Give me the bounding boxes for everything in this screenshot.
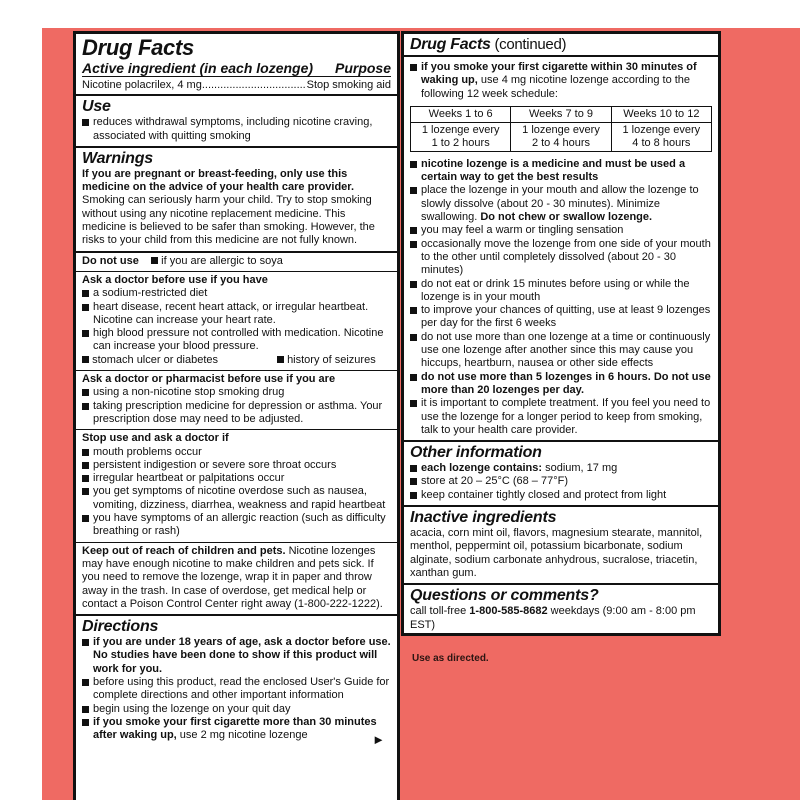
list-item: occasionally move the lozenge from one side of your mouth to the other until completely dissolved (about 20 - 30 minutes) (410, 238, 712, 278)
bullet-square-icon (410, 374, 417, 381)
pregnancy-warning: If you are pregnant or breast-feeding, only use this medicine on the advice of your health care provider. (82, 167, 355, 194)
bullet-square-icon (410, 241, 417, 248)
bullet-square-icon (82, 304, 89, 311)
bullet-square-icon (82, 290, 89, 297)
list-item: do not use more than 5 lozenges in 6 hours. Do not use more than 20 lozenges per day. (410, 371, 712, 398)
drug-facts-continued-title: Drug Facts (410, 36, 491, 53)
bullet-square-icon (410, 227, 417, 234)
list-item: you get symptoms of nicotine overdose such as nausea, vomiting, dizziness, diarrhea, weakness and rapid heartbeat (82, 485, 391, 512)
ingredient-row: Nicotine polacrilex, 4 mg.................................. Stop smoking aid (82, 79, 391, 91)
list-item: it is important to complete treatment. If you feel you need to use the lozenge for a longer period to keep from smoking, talk to your health care provider. (410, 397, 712, 437)
bullet-square-icon (82, 719, 89, 726)
bullet-square-icon (410, 465, 417, 472)
list-item: a sodium-restricted diet (82, 287, 391, 300)
schedule-header: Weeks 1 to 6 (411, 106, 511, 122)
stop-use-section: Stop use and ask a doctor if mouth problems occur persistent indigestion or severe sore throat occurs irregular heartbeat or palpitations occur you get symptoms of nicotine overdose such as nausea, vomiting, dizziness, diarrhea, weakness and rapid heartbeat you have symptoms of an allergic reaction (such as difficulty breathing or rash) (76, 430, 397, 542)
ask-doctor-pair: stomach ulcer or diabetes history of seizures (82, 354, 391, 367)
list-item: each lozenge contains: sodium, 17 mg (410, 462, 712, 475)
bullet-square-icon (82, 639, 89, 646)
bullet-square-icon (82, 356, 89, 363)
list-item: before using this product, read the enclosed User's Guide for complete directions and other important information (82, 676, 391, 703)
list-item: keep container tightly closed and protect from light (410, 489, 712, 502)
bullet-square-icon (82, 515, 89, 522)
bullet-square-icon (410, 334, 417, 341)
list-item: high blood pressure not controlled with medication. Nicotine can increase your blood pressure. (82, 327, 391, 354)
inactive-ingredients-section (404, 507, 718, 585)
drug-facts-title: Drug Facts (82, 35, 194, 60)
list-item: if you smoke your first cigarette within 30 minutes of waking up, use 4 mg nicotine lozenge according to the following 12 week schedule: (410, 61, 712, 101)
other-information-title: Other information (410, 444, 542, 462)
list-item: persistent indigestion or severe sore throat occurs (82, 459, 391, 472)
keep-out-of-reach-section: Keep out of reach of children and pets. Nicotine lozenges may have enough nicotine to make children and pets sick. If you need to remove the lozenge, wrap it in paper and throw away in the trash. In case of overdose, get medical help or contact a Poison Control Center right away (1-800-222-1222). (76, 543, 397, 616)
directions-title: Directions (82, 618, 159, 636)
bullet-square-icon (151, 257, 158, 264)
list-item: place the lozenge in your mouth and allow the lozenge to slowly dissolve (about 20 - 30 minutes). Minimize swallowing. Do not chew or swallow lozenge. (410, 184, 712, 224)
bullet-square-icon (410, 161, 417, 168)
bullet-square-icon (82, 119, 89, 126)
bullet-square-icon (82, 389, 89, 396)
list-item: store at 20 – 25°C (68 – 77°F) (410, 475, 712, 488)
schedule-cell: 1 lozenge every 2 to 4 hours (511, 122, 611, 151)
list-item: heart disease, recent heart attack, or irregular heartbeat. Nicotine can increase your heart rate. (82, 301, 391, 328)
drug-facts-panel-left (73, 31, 400, 800)
use-section (76, 96, 397, 148)
bullet-square-icon (410, 478, 417, 485)
bullet-square-icon (410, 492, 417, 499)
list-item: you have symptoms of an allergic reaction (such as difficulty breathing or rash) (82, 512, 391, 539)
list-item: if you are under 18 years of age, ask a doctor before use. No studies have been done to show if this product will work for you. (82, 636, 391, 676)
directions-section (76, 616, 397, 801)
bullet-square-icon (82, 488, 89, 495)
bullet-square-icon (410, 187, 417, 194)
bullet-square-icon (277, 356, 284, 363)
schedule-header: Weeks 7 to 9 (511, 106, 611, 122)
drug-facts-panel-right (401, 31, 721, 636)
list-item: begin using the lozenge on your quit day (82, 703, 391, 716)
list-item: mouth problems occur (82, 446, 391, 459)
use-title: Use (82, 98, 111, 116)
bullet-square-icon (410, 281, 417, 288)
bullet-square-icon (82, 475, 89, 482)
ask-doctor-section: Ask a doctor before use if you have a sodium-restricted diet heart disease, recent heart attack, or irregular heartbeat. Nicotine can increase your heart rate. high blood pressure not controlled with medication. Nicotine can increase your blood pressure. stomach ulcer or diabetes history of seizures (76, 272, 397, 371)
bullet-square-icon (410, 307, 417, 314)
list-item: do not eat or drink 15 minutes before using or while the lozenge is in your mouth (410, 278, 712, 305)
ask-pharmacist-section: Ask a doctor or pharmacist before use if you are using a non-nicotine stop smoking drug taking prescription medicine for depression or asthma. Your prescription dose may need to be adjusted. (76, 371, 397, 430)
bullet-square-icon (410, 64, 417, 71)
schedule-cell: 1 lozenge every 4 to 8 hours (611, 122, 711, 151)
bullet-square-icon (82, 679, 89, 686)
inactive-ingredients-title: Inactive ingredients (410, 509, 557, 527)
bullet-square-icon (82, 462, 89, 469)
list-item: reduces withdrawal symptoms, including nicotine craving, associated with quitting smoking (82, 116, 391, 143)
schedule-header: Weeks 10 to 12 (611, 106, 711, 122)
bullet-square-icon (82, 403, 89, 410)
schedule-cell: 1 lozenge every 1 to 2 hours (411, 122, 511, 151)
inactive-ingredients-text: acacia, corn mint oil, flavors, magnesium stearate, mannitol, menthol, peppermint oil, potassium bicarbonate, sodium alginate, sodium carbonate anhydrous, sucralose, triacetin, xanthan gum. (410, 527, 703, 579)
list-item: you may feel a warm or tingling sensation (410, 224, 712, 237)
questions-section: Questions or comments? call toll-free 1-800-585-8682 weekdays (9:00 am - 8:00 pm EST) (404, 585, 718, 635)
bullet-square-icon (82, 330, 89, 337)
bullet-square-icon (410, 400, 417, 407)
warnings-section (76, 148, 397, 253)
continue-arrow-icon: ► (372, 732, 385, 748)
bullet-square-icon (82, 706, 89, 713)
continued-header: Drug Facts (continued) (404, 34, 718, 57)
bullet-square-icon (82, 449, 89, 456)
directions-continued-section (404, 57, 718, 442)
list-item: using a non-nicotine stop smoking drug (82, 386, 391, 399)
list-item: taking prescription medicine for depression or asthma. Your prescription dose may need to be adjusted. (82, 400, 391, 427)
list-item: do not use more than one lozenge at a time or continuously use one lozenge after another since this may cause you hiccups, heartburn, nausea or other side effects (410, 331, 712, 371)
pregnancy-text: Smoking can seriously harm your child. Try to stop smoking without using any nicotine replacement medicine. This medicine is believed to be safer than smoking. However, the risks to your child from this medicine are not fully known. (82, 194, 375, 247)
active-ingredient-header: Active ingredient (in each lozenge) Purpose (82, 60, 391, 76)
list-item: if you smoke your first cigarette more than 30 minutes after waking up, use 2 mg nicotine lozenge (82, 716, 391, 743)
warnings-title: Warnings (82, 149, 154, 167)
list-item: nicotine lozenge is a medicine and must be used a certain way to get the best results (410, 158, 712, 185)
list-item: to improve your chances of quitting, use at least 9 lozenges per day for the first 6 weeks (410, 304, 712, 331)
do-not-use-section: Do not use if you are allergic to soya (76, 253, 397, 272)
list-item: irregular heartbeat or palpitations occur (82, 472, 391, 485)
other-information-section (404, 442, 718, 507)
active-ingredient-section (76, 34, 397, 96)
questions-title: Questions or comments? (410, 587, 599, 605)
phone-number: 1-800-585-8682 (469, 605, 548, 618)
dosage-schedule-table (410, 106, 712, 152)
use-as-directed-label: Use as directed. (412, 653, 489, 664)
